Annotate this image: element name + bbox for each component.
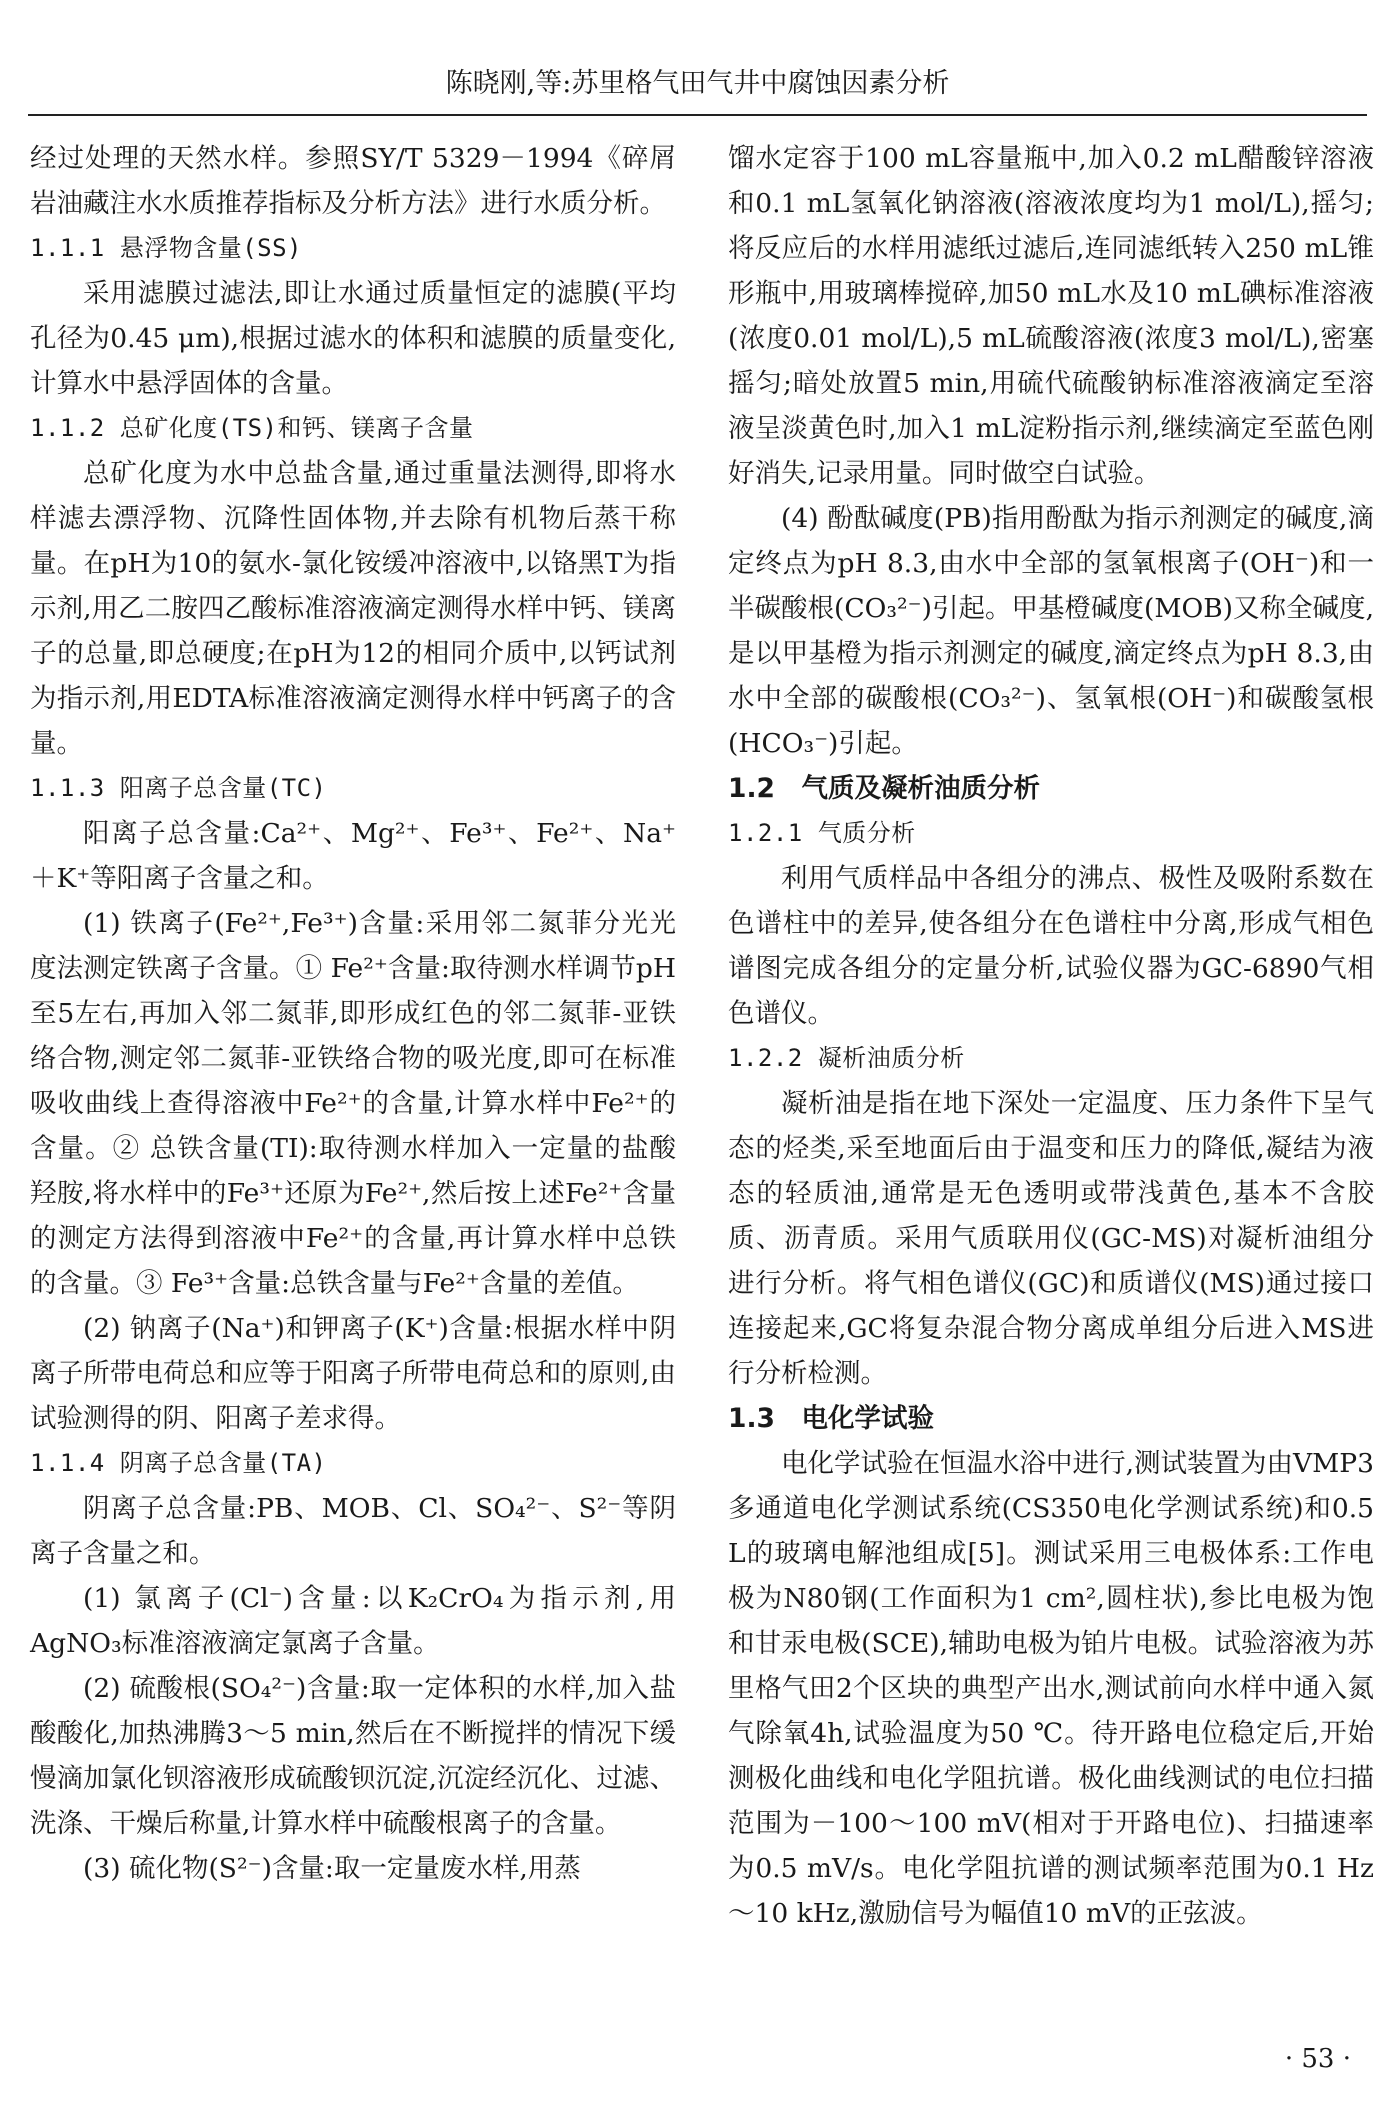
- paragraph: 凝析油是指在地下深处一定温度、压力条件下呈气态的烃类,采至地面后由于温变和压力的降低,凝结为液态的轻质油,通常是无色透明或带浅黄色,基本不含胶质、沥青质。采用气质联用仪(GC-MS)对凝析油组分进行分析。将气相色谱仪(GC)和质谱仪(MS)通过接口连接起来,GC将复杂混合物分离成单组分后进入MS进行分析检测。: [728, 1088, 1374, 1389]
- paragraph: 利用气质样品中各组分的沸点、极性及吸附系数在色谱柱中的差异,使各组分在色谱柱中分离,形成气相色谱图完成各组分的定量分析,试验仪器为GC-6890气相色谱仪。: [728, 863, 1374, 1029]
- running-header: 陈晓刚,等:苏里格气田气井中腐蚀因素分析: [28, 64, 1367, 116]
- subsection-heading: 1.2.2 凝析油质分析: [728, 1044, 965, 1072]
- subsection-heading: 1.2.1 气质分析: [728, 819, 916, 847]
- paragraph: 阴离子总含量:PB、MOB、Cl、SO₄²⁻、S²⁻等阴离子含量之和。: [30, 1493, 676, 1569]
- paragraph: 经过处理的天然水样。参照SY/T 5329－1994《碎屑岩油藏注水水质推荐指标及分析方法》进行水质分析。: [30, 143, 676, 219]
- paragraph: (1) 铁离子(Fe²⁺,Fe³⁺)含量:采用邻二氮菲分光光度法测定铁离子含量。① Fe²⁺含量:取待测水样调节pH至5左右,再加入邻二氮菲,即形成红色的邻二氮菲-亚铁络合物,测定邻二氮菲-亚铁络合物的吸光度,即可在标准吸收曲线上查得溶液中Fe²⁺的含量,计算水样中Fe²⁺的含量。② 总铁含量(TI):取待测水样加入一定量的盐酸羟胺,将水样中的Fe³⁺还原为Fe²⁺,然后按上述Fe²⁺含量的测定方法得到溶液中Fe²⁺的含量,再计算水样中总铁的含量。③ Fe³⁺含量:总铁含量与Fe²⁺含量的差值。: [30, 908, 676, 1299]
- paragraph: 总矿化度为水中总盐含量,通过重量法测得,即将水样滤去漂浮物、沉降性固体物,并去除有机物后蒸干称量。在pH为10的氨水-氯化铵缓冲溶液中,以铬黑T为指示剂,用乙二胺四乙酸标准溶液滴定测得水样中钙、镁离子的总量,即总硬度;在pH为12的相同介质中,以钙试剂为指示剂,用EDTA标准溶液滴定测得水样中钙离子的含量。: [30, 458, 676, 759]
- subsection-heading: 1.1.1 悬浮物含量(SS): [30, 234, 302, 262]
- right-column: [728, 136, 1374, 1936]
- paragraph: 阳离子总含量:Ca²⁺、Mg²⁺、Fe³⁺、Fe²⁺、Na⁺＋K⁺等阳离子含量之和。: [30, 818, 676, 894]
- section-heading: 1.2 气质及凝析油质分析: [728, 773, 1040, 804]
- paragraph: (2) 钠离子(Na⁺)和钾离子(K⁺)含量:根据水样中阴离子所带电荷总和应等于阳离子所带电荷总和的原则,由试验测得的阴、阳离子差求得。: [30, 1313, 676, 1434]
- paragraph: 馏水定容于100 mL容量瓶中,加入0.2 mL醋酸锌溶液和0.1 mL氢氧化钠溶液(溶液浓度均为1 mol/L),摇匀;将反应后的水样用滤纸过滤后,连同滤纸转入250 mL锥形瓶中,用玻璃棒搅碎,加50 mL水及10 mL碘标准溶液(浓度0.01 mol/L),5 mL硫酸溶液(浓度3 mol/L),密塞摇匀;暗处放置5 min,用硫代硫酸钠标准溶液滴定至溶液呈淡黄色时,加入1 mL淀粉指示剂,继续滴定至蓝色刚好消失,记录用量。同时做空白试验。: [728, 143, 1374, 489]
- subsection-heading: 1.1.2 总矿化度(TS)和钙、镁离子含量: [30, 414, 474, 442]
- paragraph: 采用滤膜过滤法,即让水通过质量恒定的滤膜(平均孔径为0.45 μm),根据过滤水的体积和滤膜的质量变化,计算水中悬浮固体的含量。: [30, 278, 676, 399]
- paragraph: (3) 硫化物(S²⁻)含量:取一定量废水样,用蒸: [83, 1853, 581, 1884]
- subsection-heading: 1.1.3 阳离子总含量(TC): [30, 774, 327, 802]
- page-number: · 53 ·: [1284, 2044, 1351, 2074]
- paragraph: 电化学试验在恒温水浴中进行,测试装置为由VMP3多通道电化学测试系统(CS350电化学测试系统)和0.5 L的玻璃电解池组成[5]。测试采用三电极体系:工作电极为N80钢(工作面积为1 cm²,圆柱状),参比电极为饱和甘汞电极(SCE),辅助电极为铂片电极。试验溶液为苏里格气田2个区块的典型产出水,测试前向水样中通入氮气除氧4h,试验温度为50 ℃。待开路电位稳定后,开始测极化曲线和电化学阻抗谱。极化曲线测试的电位扫描范围为－100～100 mV(相对于开路电位)、扫描速率为0.5 mV/s。电化学阻抗谱的测试频率范围为0.1 Hz～10 kHz,激励信号为幅值10 mV的正弦波。: [728, 1448, 1374, 1929]
- paragraph: (1) 氯离子(Cl⁻)含量:以K₂CrO₄为指示剂,用AgNO₃标准溶液滴定氯离子含量。: [30, 1583, 676, 1659]
- left-column: [30, 136, 676, 1891]
- paragraph: (2) 硫酸根(SO₄²⁻)含量:取一定体积的水样,加入盐酸酸化,加热沸腾3～5 min,然后在不断搅拌的情况下缓慢滴加氯化钡溶液形成硫酸钡沉淀,沉淀经沉化、过滤、洗涤、干燥后称量,计算水样中硫酸根离子的含量。: [30, 1673, 676, 1839]
- subsection-heading: 1.1.4 阴离子总含量(TA): [30, 1449, 327, 1477]
- section-heading: 1.3 电化学试验: [728, 1403, 934, 1434]
- paragraph: (4) 酚酞碱度(PB)指用酚酞为指示剂测定的碱度,滴定终点为pH 8.3,由水中全部的氢氧根离子(OH⁻)和一半碳酸根(CO₃²⁻)引起。甲基橙碱度(MOB)又称全碱度,是以甲基橙为指示剂测定的碱度,滴定终点为pH 8.3,由水中全部的碳酸根(CO₃²⁻)、氢氧根(OH⁻)和碳酸氢根(HCO₃⁻)引起。: [728, 503, 1374, 759]
